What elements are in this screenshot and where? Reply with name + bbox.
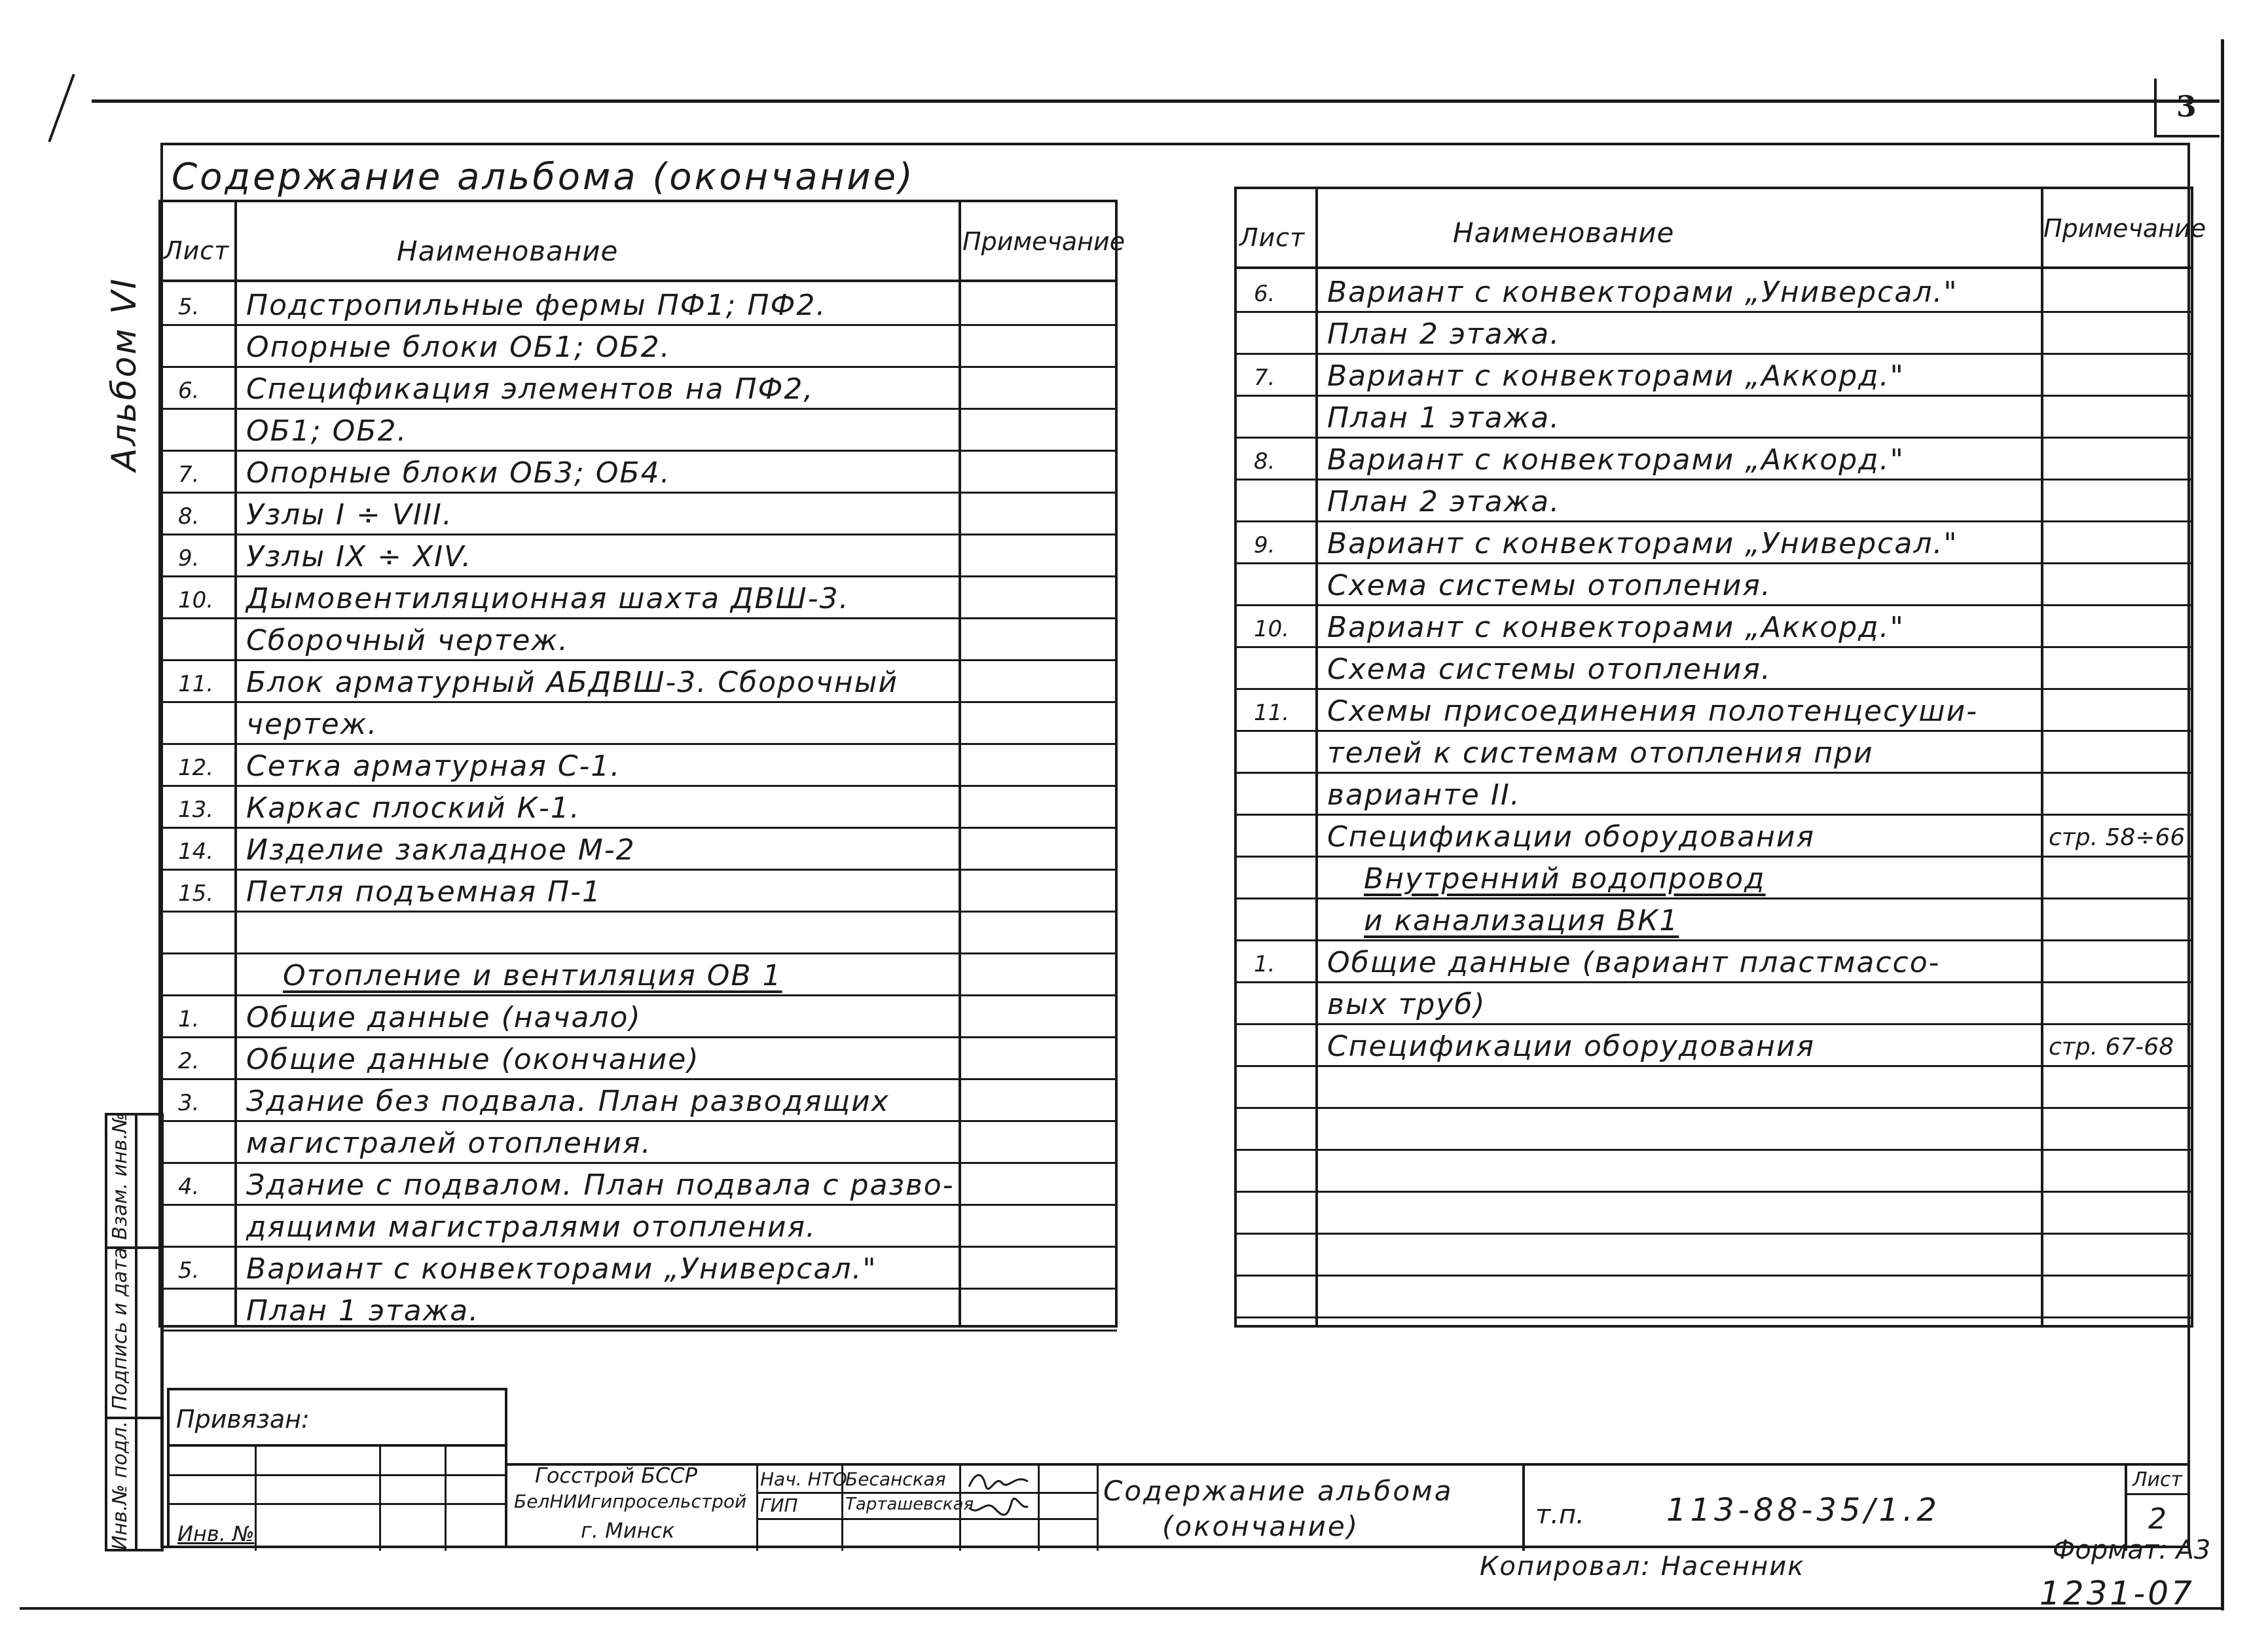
right-table-row	[1237, 856, 2193, 897]
row-name: Спецификация элементов на ПФ2,	[246, 372, 814, 406]
row-sheet-number: 9.	[1254, 532, 1275, 558]
left-header-name: Наименование	[397, 235, 619, 267]
privyazan-block	[167, 1388, 507, 1548]
row-name: Общие данные (вариант пластмассо-	[1327, 946, 1941, 979]
page-title: Содержание альбома (окончание)	[172, 156, 915, 198]
row-name: Спецификации оборудования	[1327, 820, 1815, 854]
right-table-row	[1237, 646, 2193, 688]
left-table-row	[161, 911, 1117, 952]
row-note: стр. 67-68	[2049, 1034, 2174, 1060]
code-prefix: т.п.	[1535, 1500, 1584, 1530]
right-table-row	[1237, 981, 2193, 1023]
inventory-number: 1231-07	[2039, 1574, 2195, 1612]
row-name: Вариант с конвекторами „Универсал."	[1327, 276, 1958, 309]
role-1: Нач. НТО	[760, 1468, 847, 1490]
right-table-row	[1237, 353, 2193, 395]
row-sheet-number: 12.	[178, 755, 214, 781]
sheet-number: 2	[2148, 1502, 2167, 1536]
right-header-note: Примечание	[2043, 214, 2206, 243]
right-table-row	[1237, 1149, 2193, 1191]
row-name: Здание без подвала. План разводящих	[246, 1085, 890, 1118]
row-name: Вариант с конвекторами „Аккорд."	[1327, 611, 1905, 644]
left-table-row	[161, 785, 1117, 827]
row-name: Опорные блоки ОБ1; ОБ2.	[246, 331, 671, 364]
left-table-row	[161, 324, 1117, 366]
right-table-row	[1237, 939, 2193, 981]
side-stamp-sign-date: Подпись и дата	[109, 1247, 132, 1410]
row-sheet-number: 3.	[178, 1090, 200, 1116]
right-table-row	[1237, 814, 2193, 856]
frame-mark	[48, 74, 75, 143]
left-table-row	[161, 282, 1117, 324]
row-name: Узлы IX ÷ XIV.	[246, 540, 473, 573]
right-table-row	[1237, 604, 2193, 646]
right-row-divider	[1237, 1316, 2193, 1318]
left-table-row	[161, 1078, 1117, 1120]
org-line-3: г. Минск	[581, 1518, 675, 1543]
inner-frame-top	[160, 143, 2190, 145]
row-name: Схема системы отопления.	[1327, 569, 1772, 602]
right-table-row	[1237, 479, 2193, 520]
right-table-row	[1237, 1107, 2193, 1149]
row-name: и канализация ВК1	[1364, 904, 1679, 937]
left-table-row	[161, 1204, 1117, 1246]
row-sheet-number: 13.	[178, 797, 214, 823]
frame-right	[2221, 39, 2224, 1610]
row-sheet-number: 7.	[178, 462, 200, 488]
row-name: Вариант с конвекторами „Аккорд."	[1327, 443, 1905, 477]
format-label: Формат: А3	[2053, 1535, 2211, 1565]
row-name: Изделие закладное М-2	[246, 833, 636, 867]
left-header-note: Примечание	[962, 227, 1125, 256]
row-sheet-number: 8.	[1254, 448, 1275, 475]
row-name: Опорные блоки ОБ3; ОБ4.	[246, 456, 671, 490]
left-table-row	[161, 408, 1117, 450]
signature-2	[966, 1495, 1031, 1518]
row-name: Схемы присоединения полотенцесуши-	[1327, 695, 1979, 728]
row-name: Общие данные (окончание)	[246, 1043, 700, 1076]
row-sheet-number: 9.	[178, 545, 200, 571]
row-name: Дымовентиляционная шахта ДВШ-3.	[246, 582, 850, 615]
row-name: Вариант с конвекторами „Универсал."	[1327, 527, 1958, 560]
left-table-row	[161, 1120, 1117, 1162]
right-table-row	[1237, 897, 2193, 939]
row-sheet-number: 14.	[178, 839, 214, 865]
frame-bottom	[20, 1607, 2223, 1610]
right-table-row	[1237, 730, 2193, 772]
side-stamp-inv-orig: Инв.№ подл.	[109, 1421, 132, 1550]
right-table-row	[1237, 688, 2193, 730]
left-table-row	[161, 869, 1117, 911]
project-code: 113-88-35/1.2	[1666, 1492, 1941, 1529]
row-name: варианте II.	[1327, 778, 1521, 812]
row-name: План 2 этажа.	[1327, 485, 1561, 518]
row-name: Спецификации оборудования	[1327, 1030, 1815, 1063]
sheet-label: Лист	[2132, 1468, 2183, 1491]
org-line-1: Госстрой БССР	[535, 1463, 698, 1488]
left-header-sheet: Лист	[164, 236, 230, 265]
row-sheet-number: 10.	[178, 587, 214, 613]
left-table-row	[161, 1162, 1117, 1204]
row-name: чертеж.	[246, 708, 378, 741]
signature-1	[966, 1468, 1031, 1492]
side-album-label: Альбом VI	[105, 276, 144, 471]
right-table-row	[1237, 437, 2193, 479]
right-table-row	[1237, 269, 2193, 311]
row-name: ОБ1; ОБ2.	[246, 414, 408, 448]
row-sheet-number: 11.	[1254, 700, 1290, 726]
right-header-sheet: Лист	[1239, 223, 1306, 252]
right-table-row	[1237, 1023, 2193, 1065]
row-name: Отопление и вентиляция ОВ 1	[283, 959, 782, 992]
left-row-divider	[161, 1330, 1117, 1332]
left-table-row	[161, 617, 1117, 659]
row-sheet-number: 1.	[1254, 951, 1275, 977]
left-table-row	[161, 492, 1117, 534]
row-sheet-number: 7.	[1254, 365, 1275, 391]
right-table-row	[1237, 1065, 2193, 1107]
right-table	[1234, 187, 2206, 1328]
row-sheet-number: 10.	[1254, 616, 1290, 642]
row-name: дящими магистралями отопления.	[246, 1210, 816, 1244]
frame-top	[92, 100, 2220, 103]
right-table-row	[1237, 772, 2193, 814]
row-name: Узлы I ÷ VIII.	[246, 498, 453, 532]
row-name: Каркас плоский К-1.	[246, 791, 581, 825]
side-stamp-vzam: Взам. инв.№	[109, 1112, 132, 1240]
row-sheet-number: 4.	[178, 1174, 200, 1200]
copied-by: Копировал: Насенник	[1480, 1551, 1805, 1582]
corner-number: 3	[2176, 90, 2197, 124]
right-table-row	[1237, 395, 2193, 437]
left-table-row	[161, 1036, 1117, 1078]
name-1: Бесанская	[845, 1468, 946, 1490]
right-table-row	[1237, 562, 2193, 604]
row-name: Общие данные (начало)	[246, 1001, 642, 1034]
right-header-name: Наименование	[1453, 217, 1675, 249]
inv-no-label: Инв. №	[177, 1521, 255, 1546]
sheet-title-1: Содержание альбома	[1103, 1475, 1454, 1507]
right-table-row	[1237, 1275, 2193, 1316]
row-name: телей к системам отопления при	[1327, 736, 1874, 770]
role-2: ГИП	[760, 1495, 798, 1516]
sheet-title-2: (окончание)	[1162, 1510, 1360, 1542]
left-table	[158, 200, 1125, 1328]
row-name: Внутренний водопровод	[1364, 862, 1766, 896]
left-table-row	[161, 534, 1117, 575]
right-table-row	[1237, 311, 2193, 353]
right-table-row	[1237, 1191, 2193, 1233]
row-name: Вариант с конвекторами „Универсал."	[246, 1252, 877, 1286]
side-stamp	[105, 1113, 164, 1551]
row-name: Петля подъемная П-1	[246, 875, 602, 909]
left-table-row	[161, 701, 1117, 743]
org-line-2: БелНИИгипросельстрой	[514, 1491, 747, 1512]
left-table-row	[161, 575, 1117, 617]
name-2: Тарташевская	[845, 1495, 974, 1514]
title-block	[507, 1463, 2190, 1548]
left-table-row	[161, 1288, 1117, 1330]
left-table-row	[161, 994, 1117, 1036]
row-sheet-number: 5.	[178, 1258, 200, 1284]
row-name: Здание с подвалом. План подвала с разво-	[246, 1169, 955, 1202]
row-name: Подстропильные фермы ПФ1; ПФ2.	[246, 289, 827, 322]
row-name: Сборочный чертеж.	[246, 624, 570, 657]
privyazan-label: Привязан:	[176, 1405, 310, 1434]
row-sheet-number: 15.	[178, 880, 214, 907]
row-note: стр. 58÷66	[2049, 824, 2186, 851]
row-sheet-number: 6.	[178, 378, 200, 404]
row-name: Вариант с конвекторами „Аккорд."	[1327, 359, 1905, 393]
left-table-row	[161, 827, 1117, 869]
left-table-row	[161, 450, 1117, 492]
row-name: План 1 этажа.	[1327, 401, 1561, 435]
right-table-row	[1237, 1233, 2193, 1275]
row-name: Схема системы отопления.	[1327, 653, 1772, 686]
row-name: Сетка арматурная С-1.	[246, 750, 621, 783]
row-sheet-number: 6.	[1254, 281, 1275, 307]
row-sheet-number: 5.	[178, 294, 200, 320]
row-sheet-number: 8.	[178, 503, 200, 530]
left-table-row	[161, 743, 1117, 785]
row-name: вых труб)	[1327, 988, 1486, 1021]
row-name: магистралей отопления.	[246, 1127, 652, 1160]
corner-number-box	[2154, 79, 2220, 137]
left-table-row	[161, 952, 1117, 994]
right-table-row	[1237, 520, 2193, 562]
row-name: Блок арматурный АБДВШ-3. Сборочный	[246, 666, 898, 699]
row-sheet-number: 1.	[178, 1006, 200, 1032]
row-name: План 2 этажа.	[1327, 317, 1561, 351]
left-table-row	[161, 659, 1117, 701]
row-sheet-number: 11.	[178, 671, 214, 697]
row-sheet-number: 2.	[178, 1048, 200, 1074]
left-table-row	[161, 366, 1117, 408]
row-name: План 1 этажа.	[246, 1294, 480, 1328]
left-table-row	[161, 1246, 1117, 1288]
